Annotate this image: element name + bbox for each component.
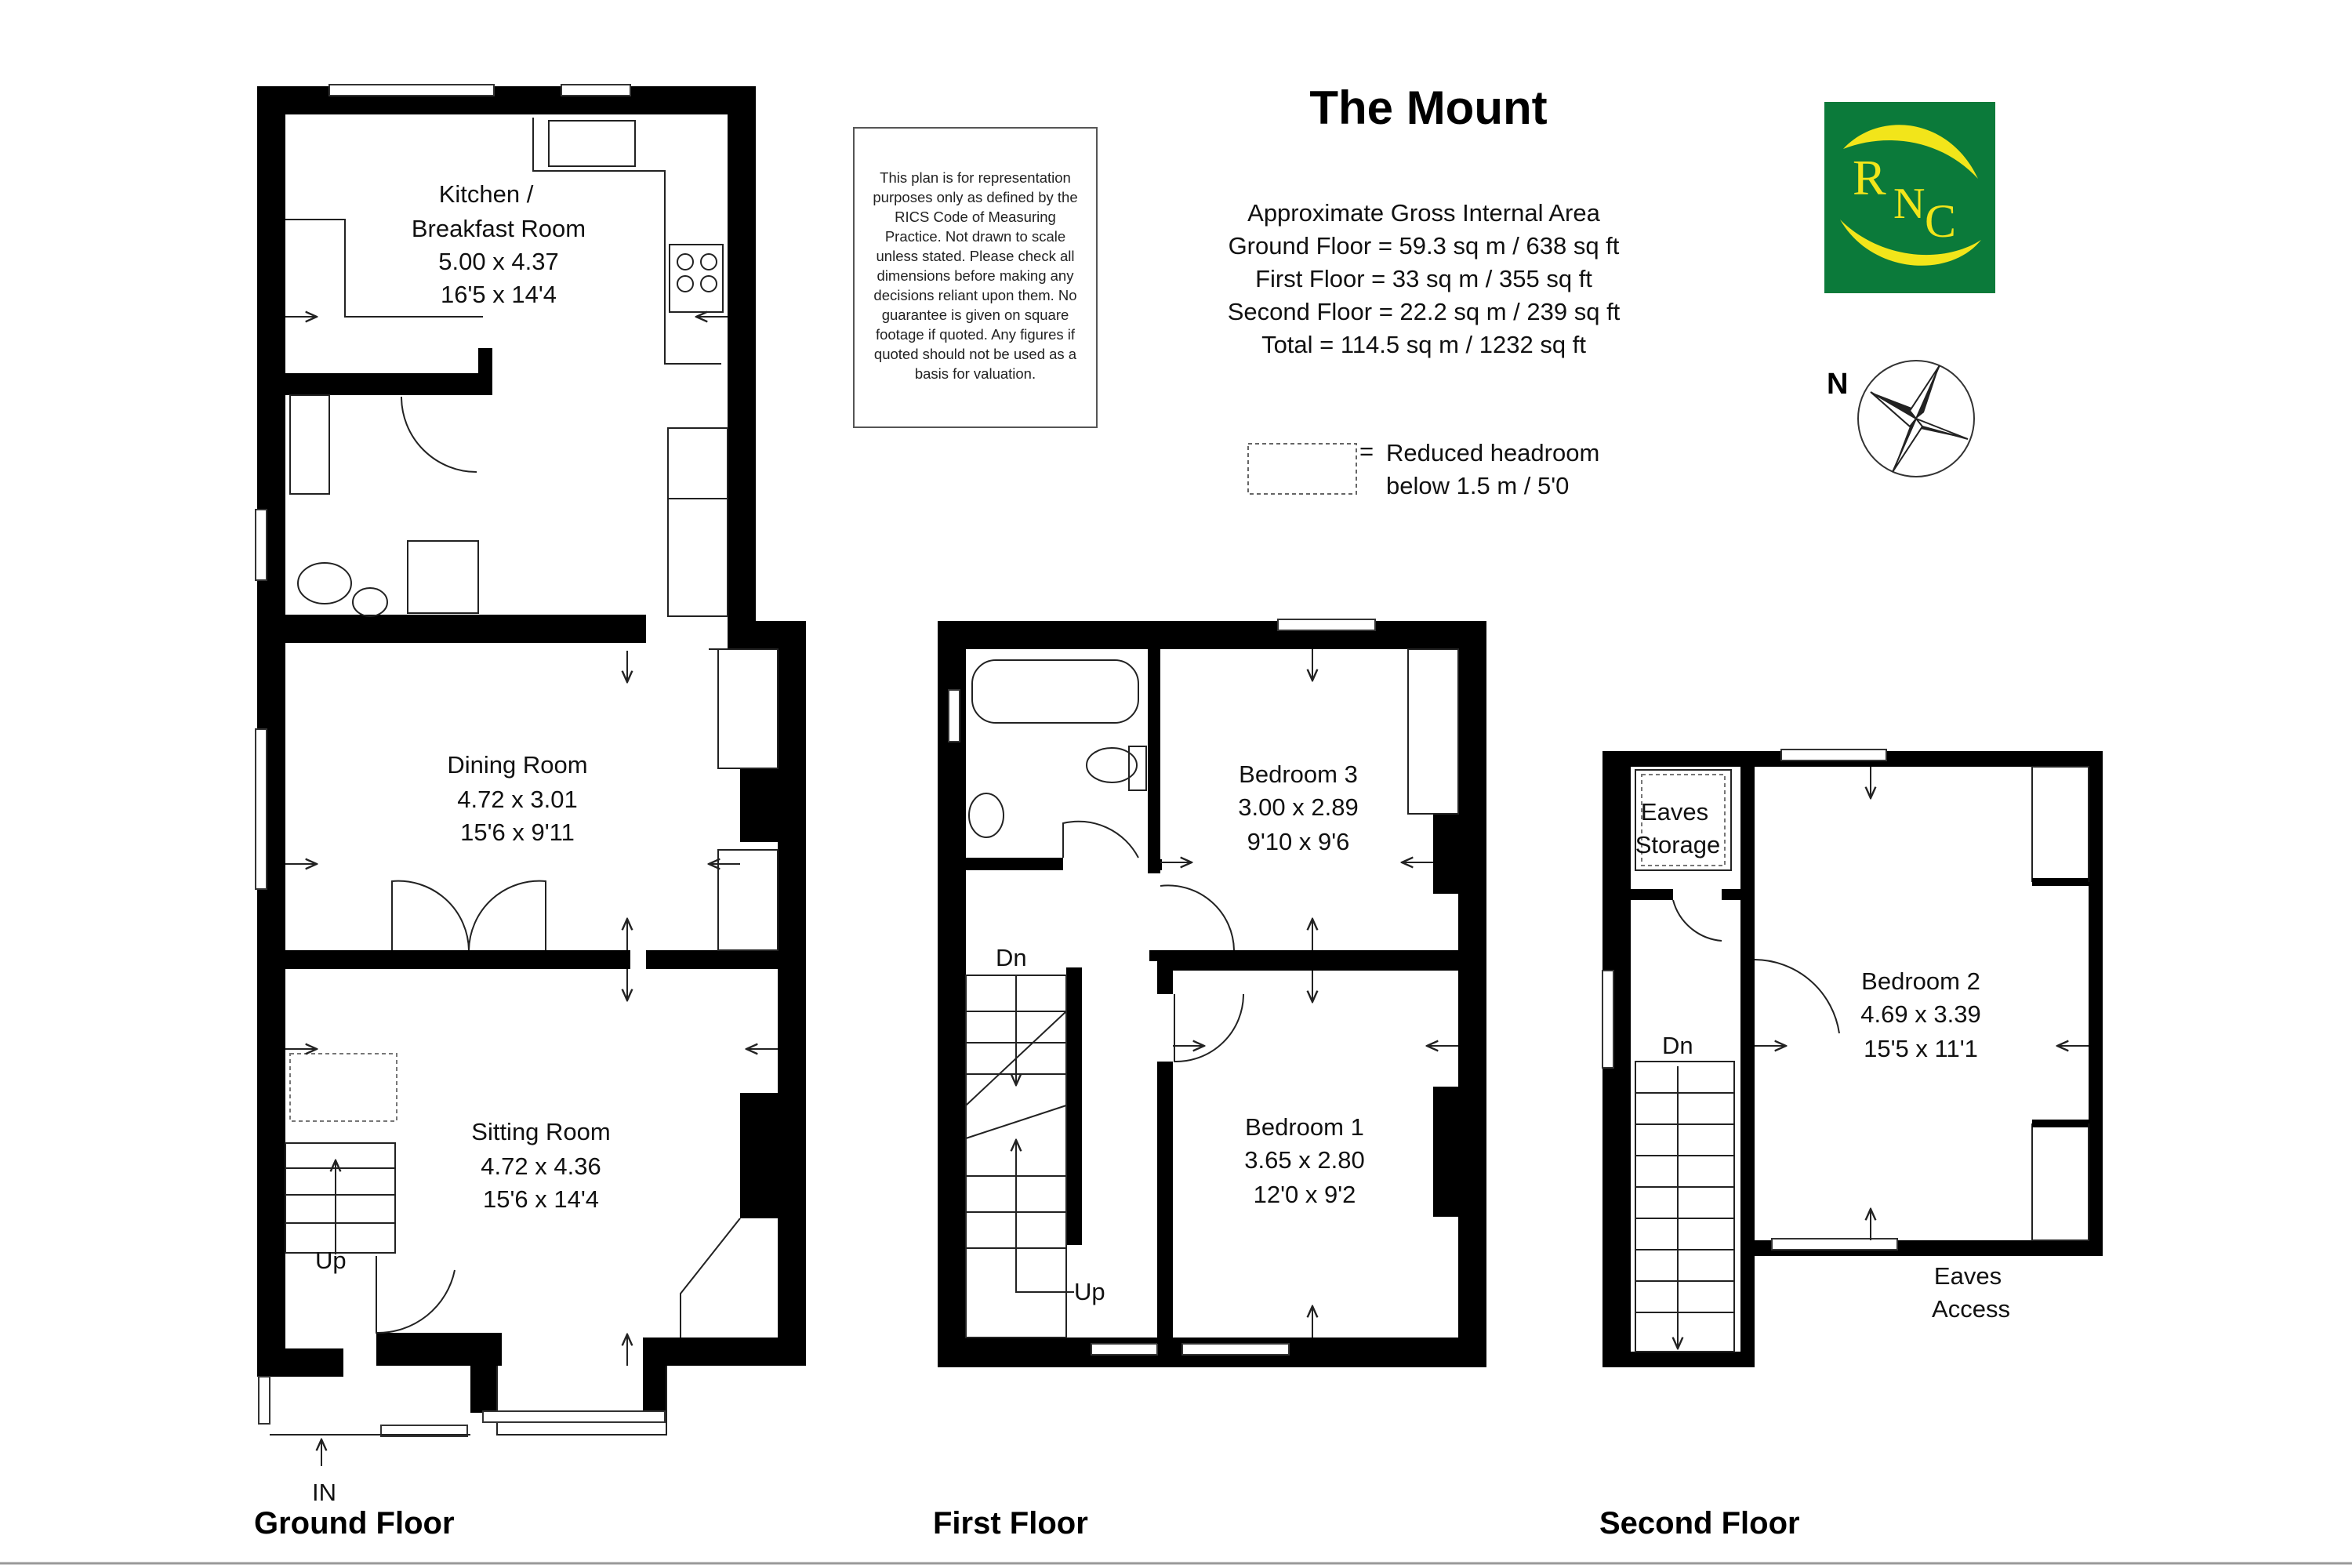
first-floor-label: First Floor	[933, 1506, 1088, 1541]
plan-title: The Mount	[1309, 82, 1548, 134]
reduced-headroom-swatch	[1248, 444, 1356, 494]
bedroom1-imperial: 12'0 x 9'2	[1253, 1181, 1356, 1208]
compass-rose-icon	[1858, 361, 1974, 477]
bedroom3-metric: 3.00 x 2.89	[1238, 793, 1359, 821]
eaves-storage-line2: Storage	[1635, 831, 1721, 858]
bedroom2-imperial: 15'5 x 11'1	[1864, 1035, 1978, 1062]
rnc-logo	[1824, 102, 1995, 293]
sitting-metric: 4.72 x 4.36	[481, 1152, 601, 1180]
bedroom2-name: Bedroom 2	[1861, 967, 1980, 995]
bedroom3-name: Bedroom 3	[1239, 760, 1358, 788]
second-floor-label: Second Floor	[1599, 1506, 1800, 1541]
disclaimer-text: This plan is for representation purposes only as defined by the RICS Code of Measuring Practice. Not drawn to scale unless stated. Please check all dimensions before making any decisions reliant upon them. No guarantee is given on square footage if quoted. Any figures if quoted should not be used as a basis for valuation.	[873, 169, 1078, 382]
bedroom2-metric: 4.69 x 3.39	[1860, 1000, 1981, 1028]
kitchen-metric: 5.00 x 4.37	[438, 248, 559, 275]
key-line1: Reduced headroom	[1386, 439, 1600, 466]
logo-letter-n: N	[1893, 180, 1926, 228]
area-heading: Approximate Gross Internal Area	[1247, 199, 1600, 227]
kitchen-imperial: 16'5 x 14'4	[440, 281, 557, 308]
key-line2: below 1.5 m / 5'0	[1386, 472, 1570, 499]
eaves-access-line1: Eaves	[1933, 1262, 2002, 1290]
eaves-access-line2: Access	[1932, 1295, 2010, 1323]
logo-letter-c: C	[1925, 195, 1957, 247]
dining-name: Dining Room	[447, 751, 588, 779]
disclaimer-box	[853, 127, 1098, 428]
logo-letter-r: R	[1853, 150, 1886, 205]
first-stairs-down: Dn	[996, 944, 1027, 971]
first-stairs-up: Up	[1074, 1278, 1105, 1305]
area-total: Total = 114.5 sq m / 1232 sq ft	[1261, 331, 1586, 358]
second-stairs-down: Dn	[1662, 1032, 1693, 1059]
dining-metric: 4.72 x 3.01	[457, 786, 578, 813]
kitchen-name2: Breakfast Room	[411, 215, 586, 242]
area-ground: Ground Floor = 59.3 sq m / 638 sq ft	[1228, 232, 1620, 260]
sitting-name: Sitting Room	[471, 1118, 611, 1145]
area-first: First Floor = 33 sq m / 355 sq ft	[1255, 265, 1592, 292]
sitting-imperial: 15'6 x 14'4	[482, 1185, 600, 1213]
ground-floor-label: Ground Floor	[254, 1506, 455, 1541]
kitchen-name1: Kitchen /	[438, 180, 534, 208]
bedroom3-imperial: 9'10 x 9'6	[1247, 828, 1350, 855]
key-equals: =	[1359, 437, 1374, 465]
ground-stairs-up: Up	[315, 1247, 347, 1274]
bedroom1-name: Bedroom 1	[1245, 1113, 1364, 1141]
entrance-label: IN	[312, 1479, 336, 1506]
area-second: Second Floor = 22.2 sq m / 239 sq ft	[1227, 298, 1621, 325]
bedroom1-metric: 3.65 x 2.80	[1244, 1146, 1365, 1174]
eaves-storage-line1: Eaves	[1640, 798, 1709, 826]
dining-imperial: 15'6 x 9'11	[460, 818, 575, 846]
first-floor-plan	[938, 619, 1486, 1367]
compass-north-label: N	[1827, 368, 1849, 401]
